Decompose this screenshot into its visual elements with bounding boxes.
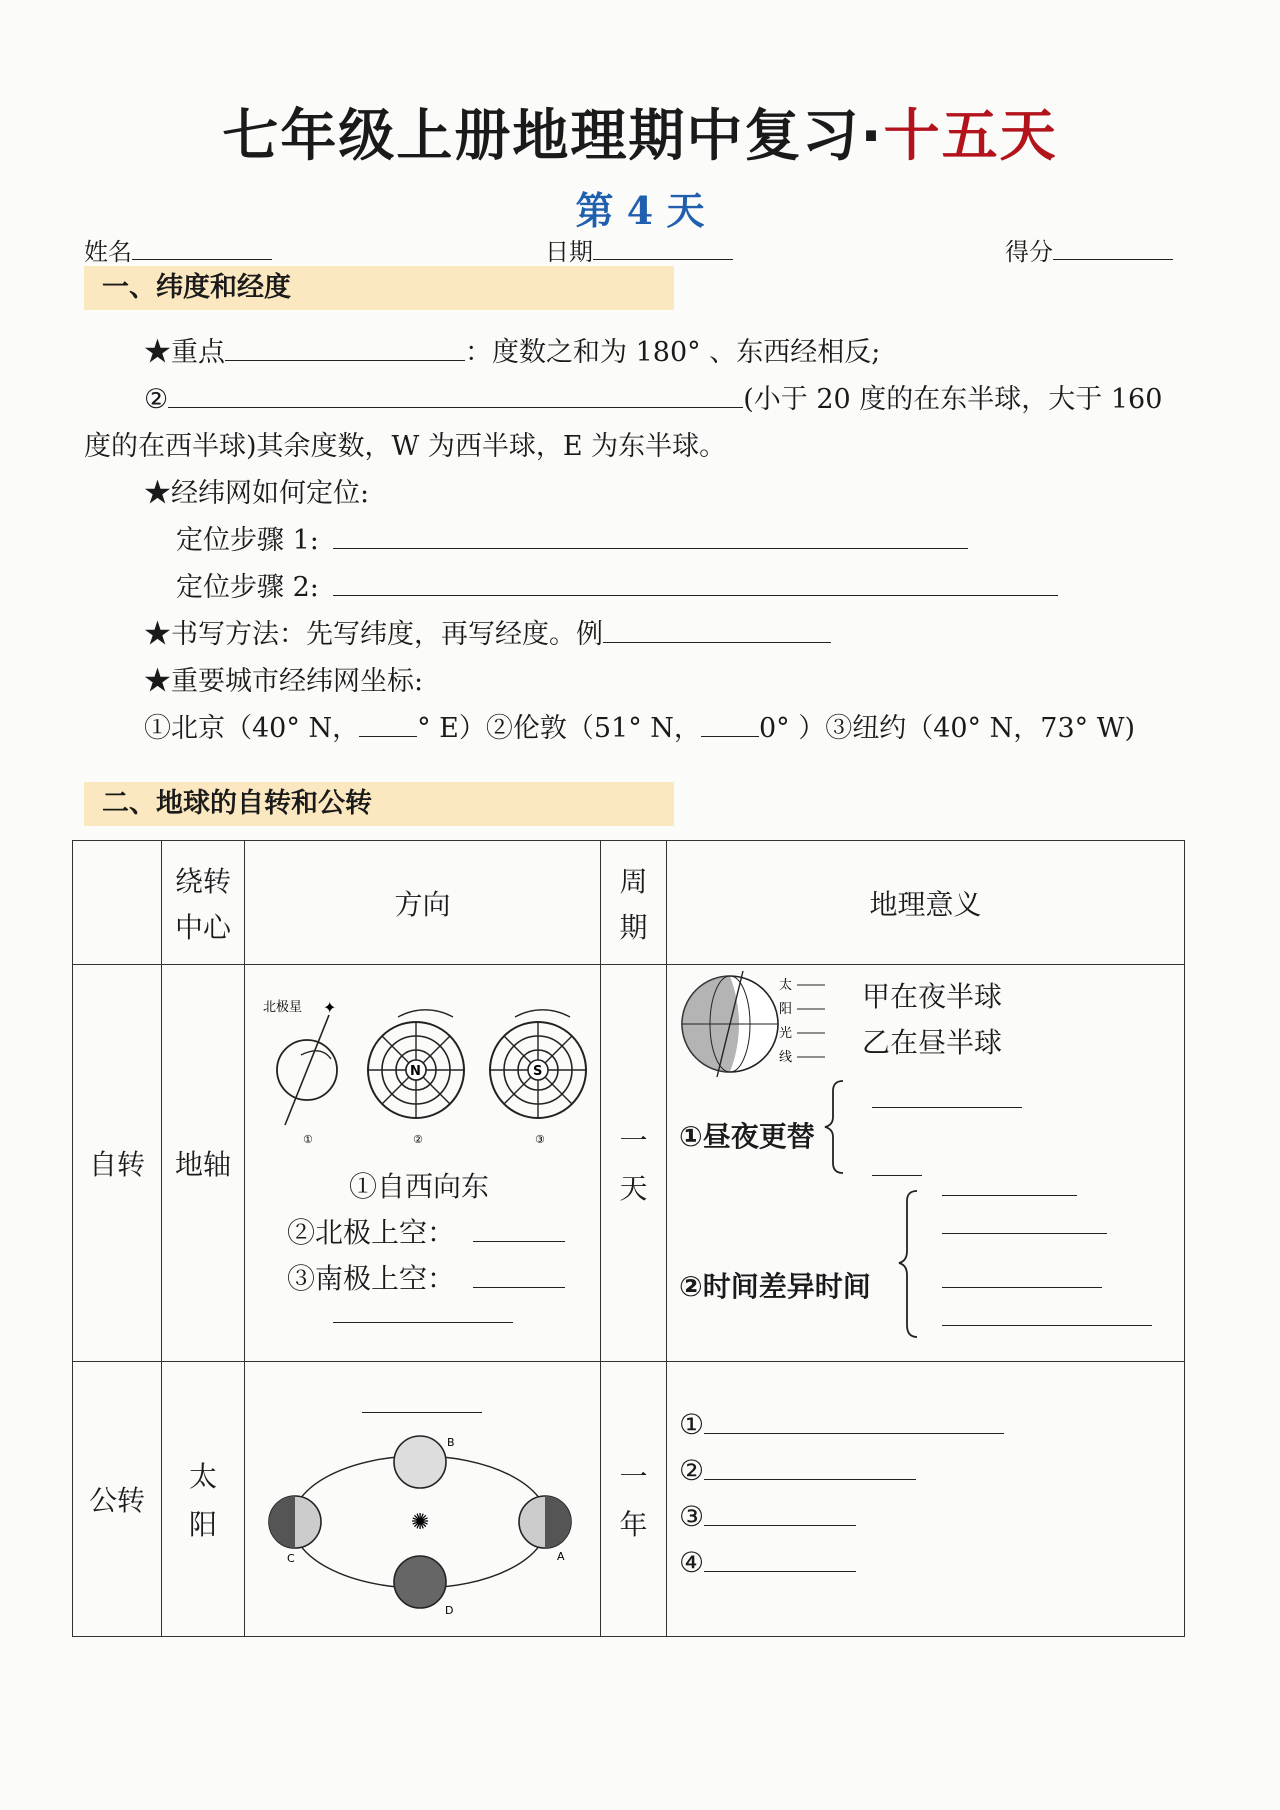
rotation-meaning-cell: [667, 965, 1185, 1362]
rotation-direction-cell: [245, 965, 601, 1362]
header-center-l1: 绕转: [174, 864, 231, 898]
step2-label: 定位步骤 2:: [176, 572, 319, 603]
key-point-blank[interactable]: [225, 338, 465, 361]
time-blank-1[interactable]: [942, 1173, 1077, 1196]
revolution-direction-cell: [245, 1362, 601, 1637]
table-header-row: [73, 841, 1185, 965]
header-empty: [73, 841, 162, 965]
revolution-item-3: [679, 1500, 856, 1533]
newyork-text: 0° ）③纽约（40° N，73° W): [758, 713, 1135, 744]
axis-line: [285, 1015, 329, 1125]
step1-blank[interactable]: [333, 526, 968, 549]
key-point-text: ：度数之和为 180° 、东西经相反;: [465, 337, 881, 368]
name-blank[interactable]: [132, 237, 272, 260]
section1-line7: [144, 612, 831, 651]
south-label: S: [533, 1064, 543, 1079]
score-field[interactable]: [1005, 232, 1173, 267]
name-label: 姓名: [84, 238, 132, 266]
jia-night-text: 甲在夜半球: [862, 980, 1003, 1013]
beijing-text: ①北京（40° N，: [144, 713, 360, 744]
revolution-center-l1: 太: [188, 1460, 217, 1493]
revolution-item-1: [679, 1408, 1004, 1441]
item2-blank[interactable]: [704, 1457, 916, 1480]
revolution-period-l2: 年: [619, 1508, 648, 1541]
step1-label: 定位步骤 1:: [176, 525, 319, 556]
label-d: D: [445, 1604, 454, 1617]
day-night-alternation: ①昼夜更替: [679, 1120, 815, 1153]
day-night-diagram: [675, 969, 835, 1079]
revolution-orbit-diagram: [265, 1422, 575, 1622]
section1-line5: [176, 518, 968, 557]
revolution-row: [73, 1362, 1185, 1637]
beijing-blank[interactable]: [359, 714, 417, 737]
direction-1: ①自西向东: [349, 1170, 490, 1203]
sunlight-char-3: 光: [779, 1026, 793, 1041]
section1-line9: [144, 706, 1135, 745]
item4-label: ④: [679, 1546, 705, 1579]
title-accent: 十五天: [883, 104, 1058, 169]
rotation-period: [601, 965, 667, 1362]
item2-label: ②: [679, 1454, 705, 1487]
alternation-blank-1[interactable]: [872, 1085, 1022, 1108]
star-icon: ✦: [323, 998, 337, 1017]
header-period-l2: 期: [619, 910, 648, 944]
section1-line4: ★经纬网如何定位:: [144, 478, 370, 509]
revolution-period: [601, 1362, 667, 1637]
sunlight-char-2: 阳: [779, 1002, 793, 1017]
section1-line1: [144, 330, 880, 369]
london-blank[interactable]: [701, 714, 759, 737]
date-label: 日期: [545, 238, 593, 266]
header-period: [601, 841, 667, 965]
section1-heading: 一、纬度和经度: [84, 266, 674, 310]
revolution-name: 公转: [73, 1362, 162, 1637]
rotation-row: [73, 965, 1185, 1362]
north-label: N: [410, 1064, 421, 1079]
point2-blank[interactable]: [168, 385, 743, 408]
diagram2-label: ②: [413, 1133, 423, 1145]
polestar-label: 北极星: [263, 1000, 303, 1015]
rotation-period-l2: 天: [619, 1172, 648, 1205]
label-c: C: [287, 1552, 295, 1565]
direction-3-label: ③南极上空：: [287, 1262, 456, 1295]
item3-label: ③: [679, 1500, 705, 1533]
step2-blank[interactable]: [333, 573, 1058, 596]
header-direction: 方向: [245, 841, 601, 965]
rotation-diagram: [253, 995, 593, 1145]
item1-blank[interactable]: [704, 1411, 1004, 1434]
name-field[interactable]: [84, 232, 272, 267]
south-pole-blank[interactable]: [473, 1265, 565, 1288]
revolution-item-4: [679, 1546, 856, 1579]
rotation-revolution-table: [72, 840, 1185, 1637]
time-blank-2[interactable]: [942, 1211, 1107, 1234]
north-pole-blank[interactable]: [473, 1219, 565, 1242]
header-center: [162, 841, 245, 965]
point2-text: (小于 20 度的在东半球，大于 160: [743, 384, 1163, 415]
time-blank-3[interactable]: [942, 1265, 1102, 1288]
direction-extra-blank[interactable]: [333, 1300, 513, 1323]
item1-label: ①: [679, 1408, 705, 1441]
rotation-period-l1: 一: [619, 1124, 648, 1157]
section2-heading: 二、地球的自转和公转: [84, 782, 674, 826]
london-text: ° E）②伦敦（51° N，: [417, 713, 701, 744]
sunlight-char-4: 线: [779, 1050, 793, 1065]
item4-blank[interactable]: [704, 1549, 856, 1572]
diagram3-label: ③: [535, 1133, 545, 1145]
label-a: A: [557, 1550, 565, 1563]
yi-day-text: 乙在昼半球: [862, 1026, 1003, 1059]
date-blank[interactable]: [593, 237, 733, 260]
time-difference: ②时间差异时间: [679, 1270, 871, 1303]
alternation-blank-2[interactable]: [872, 1153, 922, 1176]
section1-line8: ★重要城市经纬网坐标:: [144, 666, 424, 697]
point2-label: ②: [144, 384, 169, 415]
brace-icon-1: [821, 1077, 851, 1177]
sun-icon: ✺: [411, 1510, 430, 1535]
revolution-center-l2: 阳: [188, 1508, 217, 1541]
brace-icon-2: [893, 1187, 923, 1347]
item3-blank[interactable]: [704, 1503, 856, 1526]
rotation-arrow-icon: [301, 1051, 331, 1059]
revolution-center: [162, 1362, 245, 1637]
day-label: 第 4 天: [575, 188, 705, 233]
rotation-name: 自转: [73, 965, 162, 1362]
writing-method-text: ★书写方法：先写纬度，再写经度。例: [144, 619, 603, 650]
date-field[interactable]: [545, 232, 733, 267]
label-b: B: [447, 1436, 455, 1449]
revolution-meaning-cell: [667, 1362, 1185, 1637]
header-meaning: 地理意义: [667, 841, 1185, 965]
example-blank[interactable]: [603, 620, 831, 643]
header-period-l1: 周: [619, 864, 648, 898]
section1-line6: [176, 565, 1058, 604]
revolution-item-2: [679, 1454, 916, 1487]
score-label: 得分: [1005, 238, 1053, 266]
section1-line2: [144, 377, 1162, 416]
header-center-l2: 中心: [174, 910, 231, 944]
key-point-label: ★重点: [144, 337, 225, 368]
score-blank[interactable]: [1053, 237, 1173, 260]
diagram1-label: ①: [303, 1133, 313, 1145]
revolution-period-l1: 一: [619, 1460, 648, 1493]
page-title: [0, 92, 1280, 172]
rotation-center: 地轴: [162, 965, 245, 1362]
direction-3: [287, 1257, 565, 1297]
section1-line3: 度的在西半球)其余度数，W 为西半球，E 为东半球。: [84, 431, 727, 462]
direction-2: [287, 1211, 565, 1251]
title-main: 七年级上册地理期中复习·: [222, 104, 884, 169]
sunlight-char-1: 太: [779, 978, 793, 993]
time-blank-4[interactable]: [942, 1303, 1152, 1326]
direction-2-label: ②北极上空：: [287, 1216, 456, 1249]
revolution-direction-blank[interactable]: [362, 1390, 482, 1413]
